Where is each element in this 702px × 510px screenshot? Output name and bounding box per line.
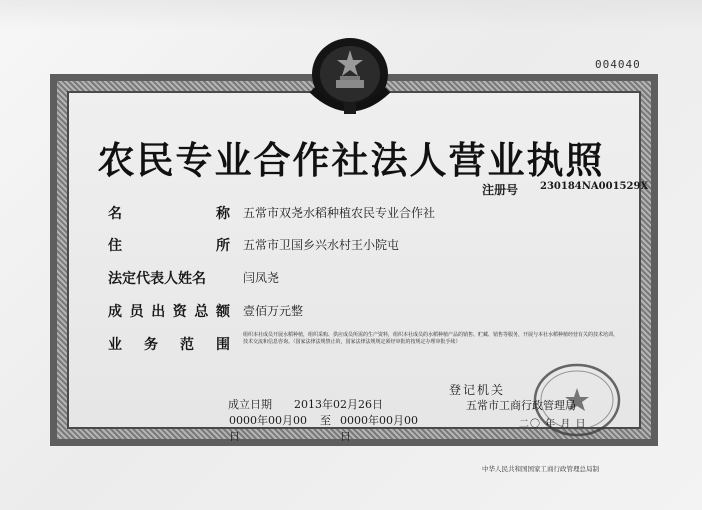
authority-label: 登记机关: [449, 383, 506, 397]
registration-number: 230184NA001529X: [540, 181, 649, 192]
serial-number: 004040: [595, 58, 641, 71]
capital-label: 成员出资总额: [108, 304, 230, 320]
business-scope-label: 业务范围: [108, 337, 230, 353]
establishment-label: 成立日期: [228, 398, 272, 411]
legal-representative-label: 法定代表人姓名: [108, 271, 206, 287]
signing-date: 二〇 年 月 日: [519, 419, 587, 430]
document-title: 农民专业合作社法人营业执照: [97, 139, 605, 182]
term-start-date: 0000年00月00日: [229, 414, 307, 443]
legal-representative-value: 闫凤尧: [243, 271, 280, 285]
capital-value: 壹佰万元整: [243, 304, 304, 318]
issuer-footer: 中华人民共和国国家工商行政管理总局制: [482, 465, 599, 473]
name-value: 五常市双尧水稻种植农民专业合作社: [243, 206, 436, 220]
national-emblem-icon: [300, 30, 400, 116]
scan-shading: [0, 0, 702, 30]
address-value: 五常市卫国乡兴水村王小院屯: [243, 238, 400, 252]
address-label: 住所: [108, 238, 230, 254]
term-to-label: 至: [320, 414, 331, 427]
authority-name: 五常市工商行政管理局: [466, 399, 576, 412]
name-label: 名称: [108, 206, 230, 222]
term-end-date: 0000年00月00日: [340, 414, 418, 443]
registration-label: 注册号: [482, 183, 519, 197]
business-scope-value: 组织本社成员开展水稻种植，组织采购、供应成员所需的生产资料，组织本社成员的水稻种植产品的销售、贮藏、销售等服务，开展与本社水稻种植经营有关的技术培训、技术交流和信息咨询。（国家法律法规禁止的，国家法律法规规定须经审批的按规定办理审批手续）: [243, 332, 619, 345]
establishment-date: 2013年02月26日: [294, 398, 383, 411]
